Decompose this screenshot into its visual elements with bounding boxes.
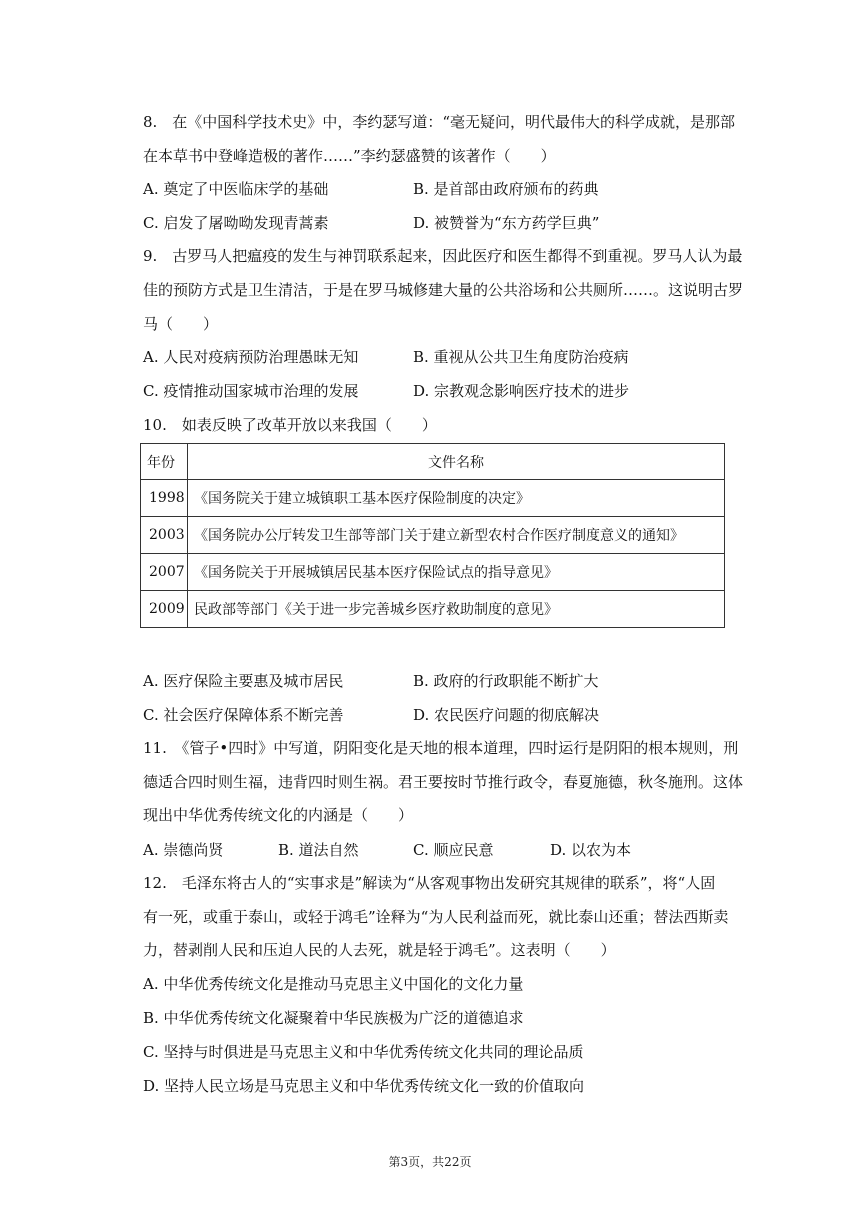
table-row [141, 480, 725, 517]
q11-option-d[interactable]: D. 以农为本 [550, 841, 632, 859]
table-header-row [141, 444, 725, 480]
q11-stem-line3: 现出中华优秀传统文化的内涵是（ ） [143, 806, 414, 824]
table-cell-document: 《国务院关于建立城镇职工基本医疗保险制度的决定》 [188, 480, 725, 517]
table-row [141, 517, 725, 554]
q10-option-d[interactable]: D. 农民医疗问题的彻底解决 [413, 706, 600, 724]
q8-stem-line1: 8. 在《中国科学技术史》中，李约瑟写道：“毫无疑问，明代最伟大的科学成就，是那部 [143, 113, 735, 131]
q12-option-a[interactable]: A. 中华优秀传统文化是推动马克思主义中国化的文化力量 [143, 975, 524, 993]
q10-stem-line1: 10. 如表反映了改革开放以来我国（ ） [143, 416, 437, 434]
q12-stem-line2: 有一死，或重于泰山，或轻于鸿毛”诠释为“为人民利益而死，就比泰山还重；替法西斯卖 [143, 908, 729, 926]
q9-option-c[interactable]: C. 疫情推动国家城市治理的发展 [143, 382, 359, 400]
q9-stem-line3: 马（ ） [143, 315, 219, 333]
page-number-footer: 第3页，共22页 [388, 1155, 472, 1169]
q8-option-b[interactable]: B. 是首部由政府颁布的药典 [413, 180, 599, 198]
q11-stem-line1: 11. 《管子•四时》中写道，阴阳变化是天地的根本道理，四时运行是阴阳的根本规则，刑 [143, 739, 739, 757]
q10-option-c[interactable]: C. 社会医疗保障体系不断完善 [143, 706, 344, 724]
q11-option-c[interactable]: C. 顺应民意 [413, 841, 494, 859]
table-row [141, 591, 725, 628]
q9-stem-line2: 佳的预防方式是卫生清洁，于是在罗马城修建大量的公共浴场和公共厕所……。这说明古罗 [143, 281, 744, 299]
q8-option-a[interactable]: A. 奠定了中医临床学的基础 [143, 180, 329, 198]
q11-option-a[interactable]: A. 崇德尚贤 [143, 841, 224, 859]
table-header-document: 文件名称 [188, 444, 725, 480]
q9-option-a[interactable]: A. 人民对疫病预防治理愚昧无知 [143, 348, 359, 366]
table-cell-year: 1998 [141, 480, 188, 517]
q11-stem-line2: 德适合四时则生福，违背四时则生祸。君王要按时节推行政令，春夏施德，秋冬施刑。这体 [143, 773, 744, 791]
q9-stem-line1: 9. 古罗马人把瘟疫的发生与神罚联系起来，因此医疗和医生都得不到重视。罗马人认为最 [143, 247, 743, 265]
q12-stem-line3: 力，替剥削人民和压迫人民的人去死，就是轻于鸿毛”。这表明（ ） [143, 941, 616, 959]
table-cell-document: 民政部等部门《关于进一步完善城乡医疗救助制度的意见》 [188, 591, 725, 628]
table-cell-year: 2007 [141, 554, 188, 591]
table-cell-document: 《国务院关于开展城镇居民基本医疗保险试点的指导意见》 [188, 554, 725, 591]
q8-option-d[interactable]: D. 被赞誉为“东方药学巨典” [413, 214, 600, 232]
q8-stem-line2: 在本草书中登峰造极的著作……”李约瑟盛赞的该著作（ ） [143, 147, 556, 165]
q10-option-a[interactable]: A. 医疗保险主要惠及城市居民 [143, 672, 344, 690]
q12-stem-line1: 12. 毛泽东将古人的“实事求是”解读为“从客观事物出发研究其规律的联系”，将“人固 [143, 874, 716, 892]
table-cell-year: 2009 [141, 591, 188, 628]
q11-option-b[interactable]: B. 道法自然 [278, 841, 359, 859]
q12-option-b[interactable]: B. 中华优秀传统文化凝聚着中华民族极为广泛的道德追求 [143, 1009, 524, 1027]
q9-option-b[interactable]: B. 重视从公共卫生角度防治疫病 [413, 348, 629, 366]
q12-option-d[interactable]: D. 坚持人民立场是马克思主义和中华优秀传统文化一致的价值取向 [143, 1077, 585, 1095]
table-header-year: 年份 [141, 444, 188, 480]
table-cell-document: 《国务院办公厅转发卫生部等部门关于建立新型农村合作医疗制度意义的通知》 [188, 517, 725, 554]
q8-option-c[interactable]: C. 启发了屠呦呦发现青蒿素 [143, 214, 329, 232]
q10-option-b[interactable]: B. 政府的行政职能不断扩大 [413, 672, 599, 690]
table-cell-year: 2003 [141, 517, 188, 554]
q12-option-c[interactable]: C. 坚持与时俱进是马克思主义和中华优秀传统文化共同的理论品质 [143, 1043, 584, 1061]
table-row [141, 554, 725, 591]
q10-document-table [140, 443, 725, 628]
q9-option-d[interactable]: D. 宗教观念影响医疗技术的进步 [413, 382, 630, 400]
